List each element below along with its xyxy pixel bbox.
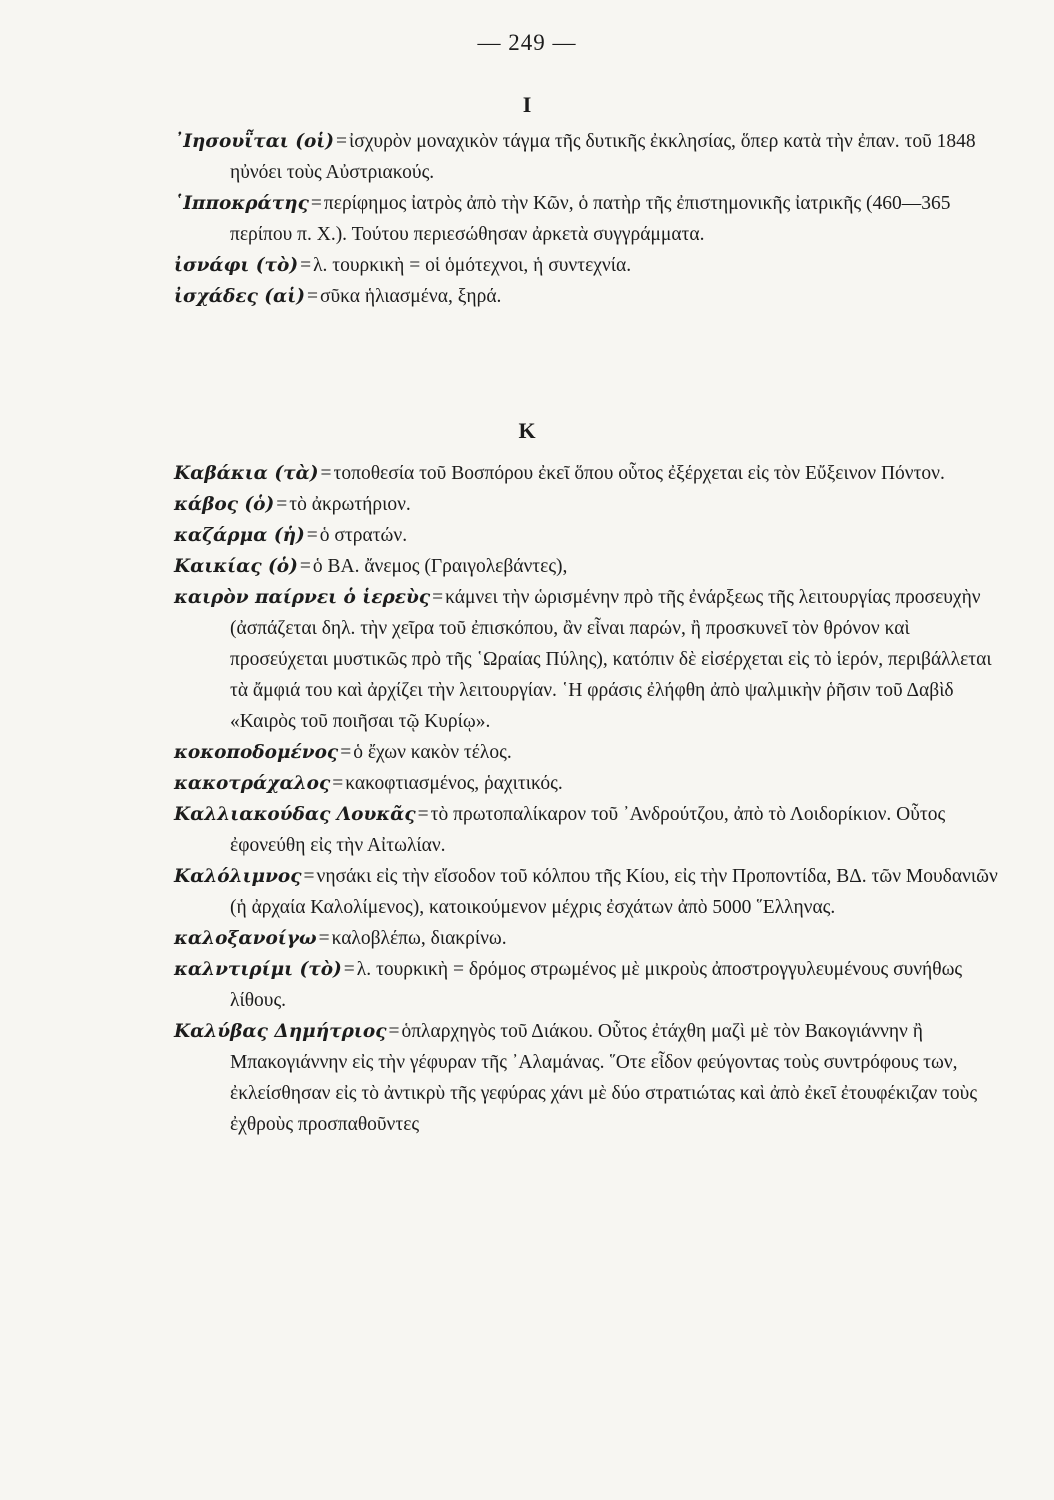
- entry-kaikias: Καικίας (ὁ) = ὁ ΒΑ. ἄνεμος (Γραιγολεβάντες),: [174, 556, 568, 577]
- entry-kairon-pairnei: καιρὸν παίρνει ὁ ἱερεὺς = κάμνει τὴν ὡρισμένην πρὸ τῆς ἐνάρξεως τῆς λειτουργίας προσευχὴν (ἀσπάζεται δηλ. τὴν χεῖρα τοῦ ἐπισκόπου, ἂν εἶναι παρών, ἢ προσκυνεῖ τὸν θρόνον καὶ προσεύχεται μυστικῶς πρὸ τῆς ῾Ωραίας Πύλης), κατόπιν δὲ εἰσέρχεται εἰς τὸ ἱερόν, περιβάλλεται τὰ ἄμφιά του καὶ ἀρχίζει τὴν λειτουργίαν. ῾Η φράσις ἐλήφθη ἀπὸ ψαλμικὴν ῥῆσιν τοῦ Δαβὶδ «Καιρὸς τοῦ ποιῆσαι τῷ Κυρίῳ».: [174, 587, 992, 732]
- headword: ἰσνάφι (τὸ): [174, 255, 299, 276]
- entry-kalliakoudas: Καλλιακούδας Λουκᾶς = τὸ πρωτοπαλίκαρον τοῦ ᾿Ανδρούτζου, ἀπὸ τὸ Λοιδορίκιον. Οὗτος ἐφονεύθη εἰς τὴν Αἰτωλίαν.: [174, 804, 946, 856]
- definition: λ. τουρκικὴ = οἱ ὁμότεχνοι, ἡ συντεχνία.: [313, 255, 632, 276]
- definition: ὁ ἔχων κακὸν τέλος.: [353, 742, 512, 763]
- definition: κακοφτιασμένος, ῥαχιτικός.: [345, 773, 563, 794]
- entry-kokopodomenos: κοκοποδομένος = ὁ ἔχων κακὸν τέλος.: [174, 742, 512, 763]
- definition: νησάκι εἰς τὴν εἴσοδον τοῦ κόλπου τῆς Κίου, εἰς τὴν Προποντίδα, ΒΔ. τῶν Μουδανιῶν (ἡ ἀρχαία Καλολίμενος), κατοικούμενον μέχρις ἐσχάτων ἀπὸ 5000 ῞Ελληνας.: [230, 866, 998, 918]
- headword: κοκοποδομένος: [174, 742, 339, 763]
- entry-kavos: κάβος (ὁ) = τὸ ἀκρωτήριον.: [174, 494, 411, 515]
- headword: Καλύβας Δημήτριος: [174, 1021, 387, 1042]
- entry-isnafi: ἰσνάφι (τὸ) = λ. τουρκικὴ = οἱ ὁμότεχνοι, ἡ συντεχνία.: [174, 255, 632, 276]
- definition: ἰσχυρὸν μοναχικὸν τάγμα τῆς δυτικῆς ἐκκλησίας, ὅπερ κατὰ τὴν ἐπαν. τοῦ 1848 ηὐνόει τοὺς Αὐστριακούς.: [230, 131, 976, 183]
- headword: Καλλιακούδας Λουκᾶς: [174, 804, 416, 825]
- page-number: — 249 —: [477, 30, 577, 55]
- headword: καλοξανοίγω: [174, 928, 317, 949]
- headword: Καβάκια (τὰ): [174, 463, 319, 484]
- headword: καλντιρίμι (τὸ): [174, 959, 342, 980]
- entry-kalyvas: Καλύβας Δημήτριος = ὁπλαρχηγὸς τοῦ Διάκου. Οὗτος ἐτάχθη μαζὶ μὲ τὸν Βακογιάννην ἢ Μπακογιάννην εἰς τὴν γέφυραν τῆς ᾿Αλαμάνας. ῞Οτε εἶδον φεύγοντας τοὺς συντρόφους των, ἐκλείσθησαν εἰς τὸ ἀντικρὺ τῆς γεφύρας χάνι μὲ δύο στρατιώτας καὶ ἀπὸ ἐκεῖ ἐτουφέκιζαν τοὺς ἐχθροὺς προσπαθοῦντες: [174, 1021, 978, 1135]
- section-letter-k: Κ: [518, 418, 536, 443]
- entry-kazarma: καζάρμα (ἡ) = ὁ στρατών.: [174, 525, 408, 546]
- section-letter-i: Ι: [522, 92, 532, 117]
- headword: ᾿Ιησουῗται (οἱ): [174, 131, 334, 152]
- entry-ischades: ἰσχάδες (αἱ) = σῦκα ἡλιασμένα, ξηρά.: [174, 286, 502, 307]
- entry-kalolimnos: Καλόλιμνος = νησάκι εἰς τὴν εἴσοδον τοῦ κόλπου τῆς Κίου, εἰς τὴν Προποντίδα, ΒΔ. τῶν Μουδανιῶν (ἡ ἀρχαία Καλολίμενος), κατοικούμενον μέχρις ἐσχάτων ἀπὸ 5000 ῞Ελληνας.: [174, 866, 998, 918]
- headword: κάβος (ὁ): [174, 494, 275, 515]
- headword: κακοτράχαλος: [174, 773, 331, 794]
- entry-kaloxanoigo: καλοξανοίγω = καλοβλέπω, διακρίνω.: [174, 928, 507, 949]
- entry-kavakia: Καβάκια (τὰ) = τοποθεσία τοῦ Βοσπόρου ἐκεῖ ὅπου οὗτος ἐξέρχεται εἰς τὸν Εὔξεινον Πόντον.: [174, 463, 945, 484]
- headword: Καικίας (ὁ): [174, 556, 298, 577]
- definition: ὁ στρατών.: [319, 525, 408, 546]
- definition: τὸ ἀκρωτήριον.: [289, 494, 411, 515]
- entry-kakotrachalos: κακοτράχαλος = κακοφτιασμένος, ῥαχιτικός.: [174, 773, 563, 794]
- definition: λ. τουρκικὴ = δρόμος στρωμένος μὲ μικροὺς ἀποστρογγυλευμένους συνήθως λίθους.: [230, 959, 963, 1011]
- definition: ὁπλαρχηγὸς τοῦ Διάκου. Οὗτος ἐτάχθη μαζὶ μὲ τὸν Βακογιάννην ἢ Μπακογιάννην εἰς τὴν γέφυραν τῆς ᾿Αλαμάνας. ῞Οτε εἶδον φεύγοντας τοὺς συντρόφους των, ἐκλείσθησαν εἰς τὸ ἀντικρὺ τῆς γεφύρας χάνι μὲ δύο στρατιώτας καὶ ἀπὸ ἐκεῖ ἐτουφέκιζαν τοὺς ἐχθροὺς προσπαθοῦντες: [230, 1021, 978, 1135]
- definition: κάμνει τὴν ὡρισμένην πρὸ τῆς ἐνάρξεως τῆς λειτουργίας προσευχὴν (ἀσπάζεται δηλ. τὴν χεῖρα τοῦ ἐπισκόπου, ἂν εἶναι παρών, ἢ προσκυνεῖ τὸν θρόνον καὶ προσεύχεται μυστικῶς πρὸ τῆς ῾Ωραίας Πύλης), κατόπιν δὲ εἰσέρχεται εἰς τὸ ἱερόν, περιβάλλεται τὰ ἄμφιά του καὶ ἀρχίζει τὴν λειτουργίαν. ῾Η φράσις ἐλήφθη ἀπὸ ψαλμικὴν ῥῆσιν τοῦ Δαβὶδ «Καιρὸς τοῦ ποιῆσαι τῷ Κυρίῳ».: [230, 587, 992, 732]
- headword: Καλόλιμνος: [174, 866, 302, 887]
- headword: καιρὸν παίρνει ὁ ἱερεὺς: [174, 587, 431, 608]
- entry-iisouitai: ᾿Ιησουῗται (οἱ) = ἰσχυρὸν μοναχικὸν τάγμα τῆς δυτικῆς ἐκκλησίας, ὅπερ κατὰ τὴν ἐπαν. τοῦ 1848 ηὐνόει τοὺς Αὐστριακούς.: [174, 131, 976, 183]
- section-i-entries: [0, 126, 1054, 312]
- definition: καλοβλέπω, διακρίνω.: [331, 928, 507, 949]
- headword: ῾Ιπποκράτης: [174, 193, 309, 214]
- headword: καζάρμα (ἡ): [174, 525, 305, 546]
- definition: τὸ πρωτοπαλίκαρον τοῦ ᾿Ανδρούτζου, ἀπὸ τὸ Λοιδορίκιον. Οὗτος ἐφονεύθη εἰς τὴν Αἰτωλίαν.: [230, 804, 946, 856]
- definition: ὁ ΒΑ. ἄνεμος (Γραιγολεβάντες),: [312, 556, 568, 577]
- headword: ἰσχάδες (αἱ): [174, 286, 305, 307]
- definition: περίφημος ἰατρὸς ἀπὸ τὴν Κῶν, ὁ πατὴρ τῆς ἐπιστημονικῆς ἰατρικῆς (460—365 περίπου π. Χ.). Τούτου περιεσώθησαν ἀρκετὰ συγγράμματα.: [230, 193, 951, 245]
- entry-ippokratis: ῾Ιπποκράτης = περίφημος ἰατρὸς ἀπὸ τὴν Κῶν, ὁ πατὴρ τῆς ἐπιστημονικῆς ἰατρικῆς (460—365 περίπου π. Χ.). Τούτου περιεσώθησαν ἀρκετὰ συγγράμματα.: [174, 193, 951, 245]
- definition: σῦκα ἡλιασμένα, ξηρά.: [319, 286, 502, 307]
- section-k-entries: [0, 458, 1054, 1140]
- entry-kalntirimi: καλντιρίμι (τὸ) = λ. τουρκικὴ = δρόμος στρωμένος μὲ μικροὺς ἀποστρογγυλευμένους συνήθως λίθους.: [174, 959, 963, 1011]
- definition: τοποθεσία τοῦ Βοσπόρου ἐκεῖ ὅπου οὗτος ἐξέρχεται εἰς τὸν Εὔξεινον Πόντον.: [333, 463, 945, 484]
